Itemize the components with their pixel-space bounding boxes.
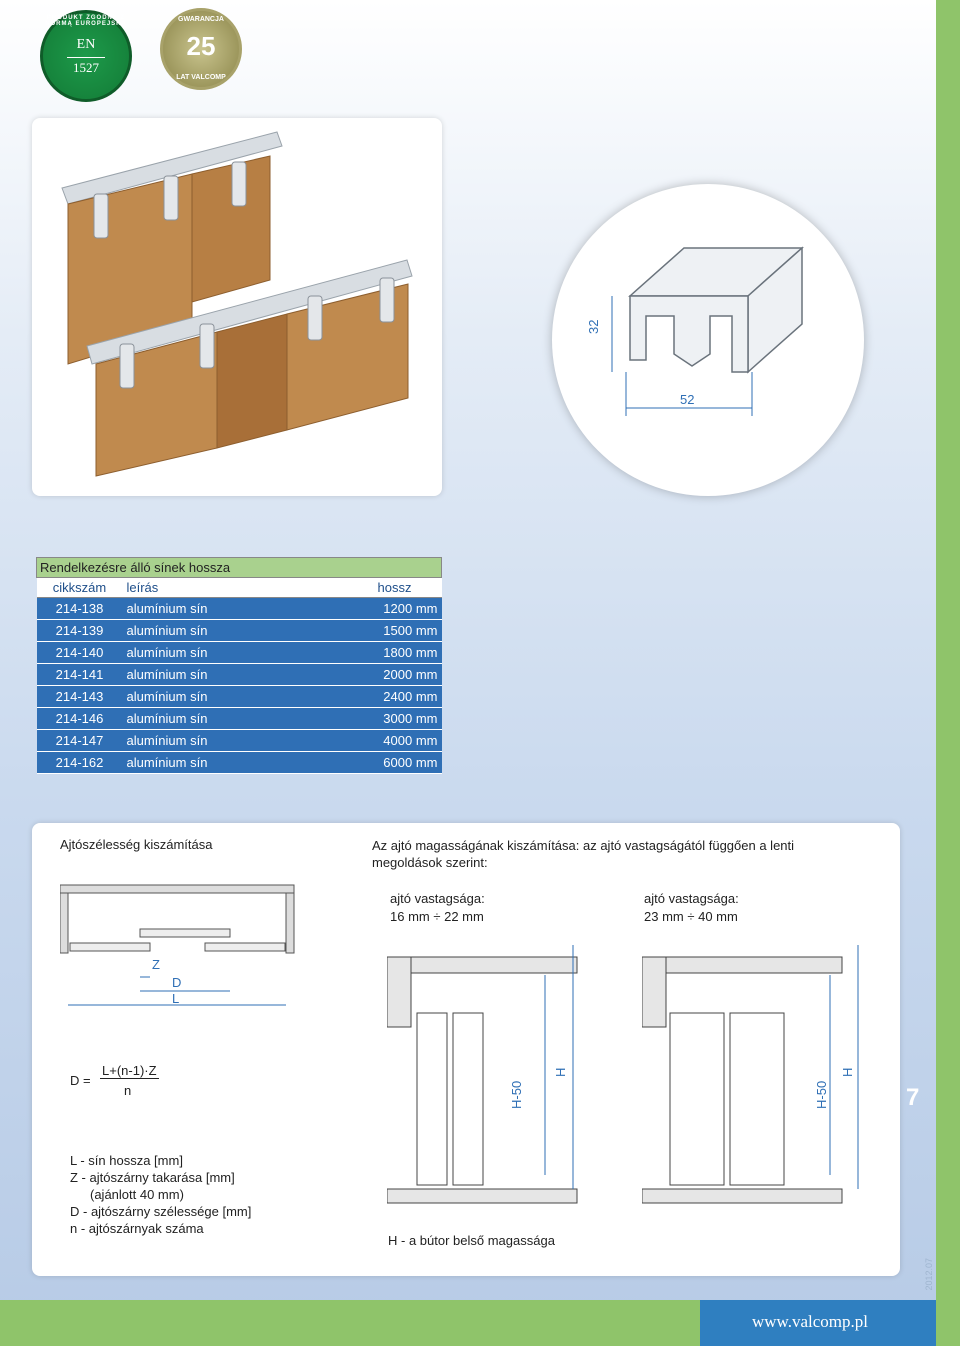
table-row xyxy=(37,686,442,708)
table-row xyxy=(37,664,442,686)
formula-denominator: n xyxy=(124,1083,132,1098)
row-description: alumínium sín xyxy=(123,686,304,708)
lower-door-middle xyxy=(217,314,287,448)
section-thick-doors xyxy=(642,935,862,1215)
dim-h50-1: H-50 xyxy=(509,1080,524,1109)
row-description: alumínium sín xyxy=(123,664,304,686)
row-description: alumínium sín xyxy=(123,730,304,752)
profile-front-face xyxy=(630,296,748,372)
product-photo-card xyxy=(32,118,442,496)
row-code: 214-140 xyxy=(37,642,123,664)
warranty-brand: VALCOMP xyxy=(191,74,226,81)
row-description: alumínium sín xyxy=(123,642,304,664)
row-length: 2000 mm xyxy=(303,664,441,686)
row-length: 1500 mm xyxy=(303,620,441,642)
warranty-unit: LAT xyxy=(176,74,190,81)
rail-profile-drawing xyxy=(552,184,864,496)
calculation-card xyxy=(32,823,900,1276)
upper-door-right xyxy=(192,156,270,302)
legend-l: L - sín hossza [mm] xyxy=(70,1153,183,1168)
footer-url[interactable]: www.valcomp.pl xyxy=(752,1312,868,1331)
table-row xyxy=(37,708,442,730)
header-length: hossz xyxy=(303,578,441,598)
row-length: 6000 mm xyxy=(303,752,441,774)
label-d: D xyxy=(172,975,182,990)
label-l: L xyxy=(172,991,180,1006)
table-title: Rendelkezésre álló sínek hossza xyxy=(37,558,442,578)
row-code: 214-138 xyxy=(37,598,123,620)
row-code: 214-143 xyxy=(37,686,123,708)
row-code: 214-146 xyxy=(37,708,123,730)
width-calc-title: Ajtószélesség kiszámítása xyxy=(60,837,213,852)
legend-d: D - ajtószárny szélessége [mm] xyxy=(70,1204,252,1219)
formula-numerator: L+(n-1)·Z xyxy=(102,1063,157,1078)
sliding-door-illustration xyxy=(32,118,442,496)
row-description: alumínium sín xyxy=(123,598,304,620)
row-description: alumínium sín xyxy=(123,752,304,774)
row-length: 1200 mm xyxy=(303,598,441,620)
warranty-top: GWARANCJA xyxy=(178,16,224,23)
table-row xyxy=(37,598,442,620)
row-length: 4000 mm xyxy=(303,730,441,752)
rail-profile-circle xyxy=(552,184,864,496)
formula-left: D = xyxy=(70,1073,91,1088)
row-code: 214-139 xyxy=(37,620,123,642)
table-row xyxy=(37,752,442,774)
profile-width-label: 52 xyxy=(680,392,695,407)
row-length: 1800 mm xyxy=(303,642,441,664)
legend-n: n - ajtószárnyak száma xyxy=(70,1221,204,1236)
header-code: cikkszám xyxy=(37,578,123,598)
case2-label: ajtó vastagsága: xyxy=(644,891,739,906)
case1-range: 16 mm ÷ 22 mm xyxy=(390,909,484,924)
case1-label: ajtó vastagsága: xyxy=(390,891,485,906)
warranty-number: 25 xyxy=(186,31,216,61)
table-row xyxy=(37,620,442,642)
profile-height-label: 32 xyxy=(586,319,601,334)
en-badge-bottom: 1527 xyxy=(67,57,105,76)
rail-lengths-table xyxy=(36,557,442,774)
row-description: alumínium sín xyxy=(123,620,304,642)
page-number: 7 xyxy=(906,1084,920,1111)
en-badge-ring-text: PRODUKT ZGODNY Z NORMĄ EUROPEJSKĄ xyxy=(45,15,127,27)
table-body xyxy=(37,598,442,774)
label-z: Z xyxy=(152,957,160,972)
right-green-band xyxy=(936,0,960,1346)
document-code: 2012.07 xyxy=(924,1258,934,1291)
en-badge-top: EN xyxy=(76,37,96,52)
warranty-bottom xyxy=(163,74,239,81)
warranty-badge xyxy=(160,8,242,90)
legend-z-note: (ajánlott 40 mm) xyxy=(90,1187,184,1202)
row-description: alumínium sín xyxy=(123,708,304,730)
section-thin-doors xyxy=(387,935,597,1215)
case2-range: 23 mm ÷ 40 mm xyxy=(644,909,738,924)
dim-h-1: H xyxy=(553,1067,568,1077)
height-note: H - a bútor belső magassága xyxy=(388,1233,555,1248)
row-code: 214-147 xyxy=(37,730,123,752)
header-description: leírás xyxy=(123,578,304,598)
height-calc-title: Az ajtó magasságának kiszámítása: az ajtó vastagságától függően a lenti megoldások szerint: xyxy=(372,838,795,870)
width-diagram xyxy=(60,881,300,1011)
table-row xyxy=(37,730,442,752)
legend-z: Z - ajtószárny takarása [mm] xyxy=(70,1170,235,1185)
dim-h-2: H xyxy=(840,1067,855,1077)
row-code: 214-141 xyxy=(37,664,123,686)
table-row xyxy=(37,642,442,664)
row-code: 214-162 xyxy=(37,752,123,774)
en-standard-badge xyxy=(40,10,132,102)
dim-h50-2: H-50 xyxy=(814,1080,829,1109)
row-length: 3000 mm xyxy=(303,708,441,730)
row-length: 2400 mm xyxy=(303,686,441,708)
